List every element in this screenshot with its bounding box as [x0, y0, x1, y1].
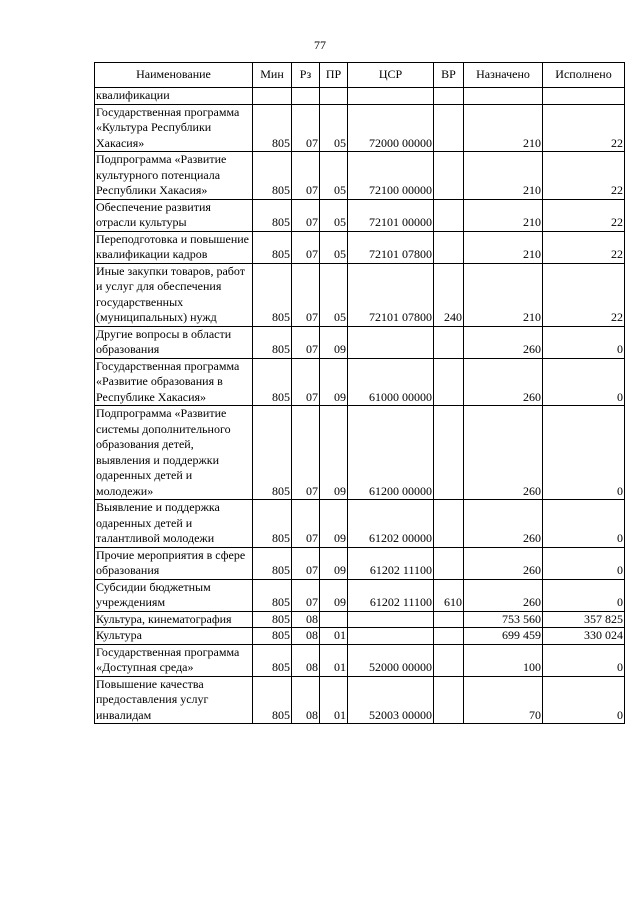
row-csr-cell	[348, 326, 434, 358]
row-csr-cell: 52003 00000	[348, 676, 434, 724]
column-header-min: Мин	[253, 63, 292, 88]
column-header-csr: ЦСР	[348, 63, 434, 88]
row-min-cell: 805	[253, 231, 292, 263]
row-vr-cell	[434, 500, 464, 548]
row-pr-cell: 09	[320, 579, 348, 611]
row-vr-cell	[434, 676, 464, 724]
row-rz-cell: 08	[292, 644, 320, 676]
row-pr-cell	[320, 611, 348, 628]
row-csr-cell	[348, 88, 434, 105]
row-rz-cell: 08	[292, 676, 320, 724]
row-csr-cell: 61200 00000	[348, 406, 434, 500]
row-pr-cell: 09	[320, 358, 348, 406]
row-vr-cell	[434, 611, 464, 628]
row-rz-cell: 07	[292, 579, 320, 611]
row-rz-cell: 07	[292, 231, 320, 263]
row-done-cell: 0	[543, 644, 625, 676]
row-rz-cell: 07	[292, 406, 320, 500]
row-assigned-cell: 260	[464, 500, 543, 548]
row-csr-cell	[348, 611, 434, 628]
row-rz-cell	[292, 88, 320, 105]
table-row	[95, 263, 625, 326]
budget-table	[94, 62, 625, 724]
row-done-cell: 22	[543, 152, 625, 200]
row-min-cell: 805	[253, 628, 292, 645]
row-name-cell: Прочие мероприятия в сфере образования	[95, 547, 253, 579]
table-row	[95, 547, 625, 579]
row-rz-cell: 07	[292, 263, 320, 326]
row-min-cell: 805	[253, 644, 292, 676]
row-name-cell: Субсидии бюджетным учреждениям	[95, 579, 253, 611]
row-assigned-cell: 260	[464, 326, 543, 358]
row-min-cell: 805	[253, 263, 292, 326]
row-done-cell	[543, 88, 625, 105]
row-csr-cell: 52000 00000	[348, 644, 434, 676]
row-vr-cell	[434, 547, 464, 579]
row-vr-cell	[434, 628, 464, 645]
row-pr-cell: 01	[320, 644, 348, 676]
row-rz-cell: 07	[292, 326, 320, 358]
table-row	[95, 231, 625, 263]
row-assigned-cell: 260	[464, 579, 543, 611]
row-name-cell: Переподготовка и повышение квалификации кадров	[95, 231, 253, 263]
row-assigned-cell: 210	[464, 152, 543, 200]
row-name-cell: Иные закупки товаров, работ и услуг для обеспечения государственных (муниципальных) нужд	[95, 263, 253, 326]
row-vr-cell	[434, 326, 464, 358]
row-rz-cell: 07	[292, 152, 320, 200]
row-name-cell: Государственная программа «Доступная среда»	[95, 644, 253, 676]
row-vr-cell	[434, 358, 464, 406]
row-pr-cell: 05	[320, 199, 348, 231]
row-pr-cell: 01	[320, 676, 348, 724]
row-csr-cell	[348, 628, 434, 645]
row-name-cell: Другие вопросы в области образования	[95, 326, 253, 358]
column-header-rz: Рз	[292, 63, 320, 88]
row-done-cell: 0	[543, 358, 625, 406]
row-done-cell: 22	[543, 231, 625, 263]
row-pr-cell: 05	[320, 104, 348, 152]
row-assigned-cell: 260	[464, 547, 543, 579]
row-assigned-cell	[464, 88, 543, 105]
row-done-cell: 22	[543, 104, 625, 152]
row-assigned-cell: 70	[464, 676, 543, 724]
row-rz-cell: 07	[292, 500, 320, 548]
row-csr-cell: 72000 00000	[348, 104, 434, 152]
row-min-cell: 805	[253, 358, 292, 406]
row-rz-cell: 07	[292, 104, 320, 152]
row-csr-cell: 61000 00000	[348, 358, 434, 406]
row-name-cell: Подпрограмма «Развитие системы дополнительного образования детей, выявления и поддержки одаренных детей и молодежи»	[95, 406, 253, 500]
row-pr-cell: 09	[320, 547, 348, 579]
row-csr-cell: 72100 00000	[348, 152, 434, 200]
row-csr-cell: 72101 07800	[348, 263, 434, 326]
table-row	[95, 326, 625, 358]
row-name-cell: Обеспечение развития отрасли культуры	[95, 199, 253, 231]
row-name-cell: Культура	[95, 628, 253, 645]
row-vr-cell	[434, 104, 464, 152]
row-min-cell: 805	[253, 611, 292, 628]
row-vr-cell	[434, 88, 464, 105]
table-row	[95, 88, 625, 105]
row-rz-cell: 07	[292, 358, 320, 406]
row-csr-cell: 61202 11100	[348, 547, 434, 579]
row-min-cell: 805	[253, 579, 292, 611]
row-done-cell: 22	[543, 199, 625, 231]
row-min-cell: 805	[253, 676, 292, 724]
row-min-cell: 805	[253, 104, 292, 152]
row-assigned-cell: 210	[464, 263, 543, 326]
table-row	[95, 358, 625, 406]
table-row	[95, 199, 625, 231]
row-name-cell: Культура, кинематография	[95, 611, 253, 628]
table-row	[95, 406, 625, 500]
row-assigned-cell: 753 560	[464, 611, 543, 628]
table-row	[95, 500, 625, 548]
row-assigned-cell: 699 459	[464, 628, 543, 645]
column-header-assigned: Назначено	[464, 63, 543, 88]
row-done-cell: 0	[543, 579, 625, 611]
row-assigned-cell: 100	[464, 644, 543, 676]
row-done-cell: 357 825	[543, 611, 625, 628]
table-row	[95, 611, 625, 628]
row-rz-cell: 08	[292, 628, 320, 645]
table-header-row	[95, 63, 625, 88]
page-number: 77	[314, 38, 326, 52]
row-done-cell: 0	[543, 500, 625, 548]
column-header-pr: ПР	[320, 63, 348, 88]
column-header-done: Исполнено	[543, 63, 625, 88]
row-csr-cell: 72101 00000	[348, 199, 434, 231]
row-assigned-cell: 210	[464, 231, 543, 263]
row-assigned-cell: 210	[464, 104, 543, 152]
row-done-cell: 0	[543, 326, 625, 358]
row-vr-cell: 240	[434, 263, 464, 326]
row-pr-cell: 09	[320, 500, 348, 548]
row-pr-cell: 01	[320, 628, 348, 645]
column-header-name: Наименование	[95, 63, 253, 88]
row-pr-cell: 05	[320, 263, 348, 326]
row-pr-cell: 09	[320, 406, 348, 500]
row-name-cell: Подпрограмма «Развитие культурного потенциала Республики Хакасия»	[95, 152, 253, 200]
row-done-cell: 0	[543, 547, 625, 579]
table-row	[95, 676, 625, 724]
row-name-cell: Выявление и поддержка одаренных детей и талантливой молодежи	[95, 500, 253, 548]
row-assigned-cell: 260	[464, 406, 543, 500]
table-row	[95, 644, 625, 676]
row-csr-cell: 61202 00000	[348, 500, 434, 548]
row-rz-cell: 07	[292, 547, 320, 579]
row-name-cell: квалификации	[95, 88, 253, 105]
table-row	[95, 579, 625, 611]
row-pr-cell: 05	[320, 231, 348, 263]
row-rz-cell: 08	[292, 611, 320, 628]
row-done-cell: 330 024	[543, 628, 625, 645]
row-pr-cell	[320, 88, 348, 105]
row-vr-cell	[434, 406, 464, 500]
row-min-cell	[253, 88, 292, 105]
row-min-cell: 805	[253, 500, 292, 548]
row-min-cell: 805	[253, 326, 292, 358]
row-vr-cell	[434, 199, 464, 231]
row-rz-cell: 07	[292, 199, 320, 231]
table-row	[95, 104, 625, 152]
table-body	[95, 88, 625, 724]
row-vr-cell	[434, 231, 464, 263]
column-header-vr: ВР	[434, 63, 464, 88]
row-name-cell: Государственная программа «Культура Республики Хакасия»	[95, 104, 253, 152]
table-row	[95, 628, 625, 645]
row-min-cell: 805	[253, 406, 292, 500]
row-assigned-cell: 260	[464, 358, 543, 406]
row-csr-cell: 72101 07800	[348, 231, 434, 263]
row-pr-cell: 05	[320, 152, 348, 200]
row-vr-cell: 610	[434, 579, 464, 611]
table-row	[95, 152, 625, 200]
row-min-cell: 805	[253, 547, 292, 579]
row-min-cell: 805	[253, 199, 292, 231]
row-done-cell: 0	[543, 676, 625, 724]
row-vr-cell	[434, 152, 464, 200]
row-pr-cell: 09	[320, 326, 348, 358]
row-assigned-cell: 210	[464, 199, 543, 231]
row-vr-cell	[434, 644, 464, 676]
row-csr-cell: 61202 11100	[348, 579, 434, 611]
row-done-cell: 22	[543, 263, 625, 326]
row-done-cell: 0	[543, 406, 625, 500]
row-name-cell: Государственная программа «Развитие образования в Республике Хакасия»	[95, 358, 253, 406]
row-min-cell: 805	[253, 152, 292, 200]
row-name-cell: Повышение качества предоставления услуг инвалидам	[95, 676, 253, 724]
